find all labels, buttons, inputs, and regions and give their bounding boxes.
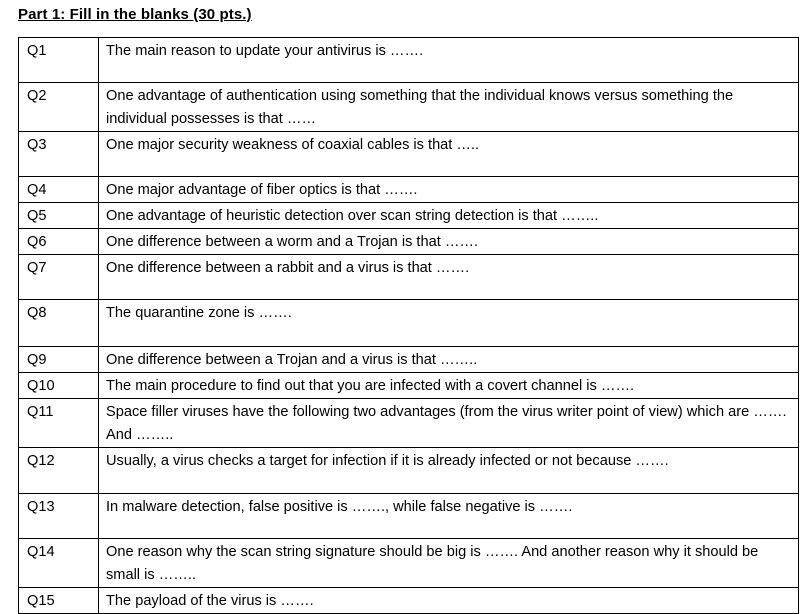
- table-row: [19, 203, 799, 229]
- question-number: Q1: [19, 38, 99, 83]
- question-text: Usually, a virus checks a target for infection if it is already infected or not because …….: [99, 448, 799, 494]
- questions-table: [18, 37, 799, 614]
- table-row: [19, 83, 799, 132]
- question-number: Q6: [19, 229, 99, 255]
- question-text: Space filler viruses have the following two advantages (from the virus writer point of view) which are ……. And ……..: [99, 399, 799, 448]
- table-row: [19, 539, 799, 588]
- question-text: The payload of the virus is …….: [99, 588, 799, 614]
- question-text: The quarantine zone is …….: [99, 300, 799, 347]
- question-text: In malware detection, false positive is ……., while false negative is …….: [99, 494, 799, 539]
- question-number: Q2: [19, 83, 99, 132]
- question-text: One advantage of heuristic detection over scan string detection is that ……..: [99, 203, 799, 229]
- question-number: Q4: [19, 177, 99, 203]
- table-row: [19, 399, 799, 448]
- question-number: Q9: [19, 347, 99, 373]
- table-row: [19, 373, 799, 399]
- question-number: Q13: [19, 494, 99, 539]
- question-number: Q12: [19, 448, 99, 494]
- question-number: Q15: [19, 588, 99, 614]
- table-row: [19, 347, 799, 373]
- question-text: One advantage of authentication using something that the individual knows versus something the individual possesses is that ……: [99, 83, 799, 132]
- question-number: Q11: [19, 399, 99, 448]
- table-row: [19, 38, 799, 83]
- question-text: One difference between a worm and a Trojan is that …….: [99, 229, 799, 255]
- question-text: One difference between a rabbit and a virus is that …….: [99, 255, 799, 300]
- question-number: Q14: [19, 539, 99, 588]
- question-text: The main procedure to find out that you are infected with a covert channel is …….: [99, 373, 799, 399]
- table-row: [19, 229, 799, 255]
- page-title: Part 1: Fill in the blanks (30 pts.): [18, 6, 252, 23]
- question-number: Q3: [19, 132, 99, 177]
- table-row: [19, 494, 799, 539]
- table-row: [19, 300, 799, 347]
- question-number: Q7: [19, 255, 99, 300]
- question-number: Q5: [19, 203, 99, 229]
- table-row: [19, 588, 799, 614]
- table-row: [19, 255, 799, 300]
- table-row: [19, 448, 799, 494]
- table-row: [19, 177, 799, 203]
- question-text: The main reason to update your antivirus is …….: [99, 38, 799, 83]
- question-text: One reason why the scan string signature should be big is ……. And another reason why it should be small is ……..: [99, 539, 799, 588]
- question-text: One major security weakness of coaxial cables is that …..: [99, 132, 799, 177]
- question-number: Q8: [19, 300, 99, 347]
- question-number: Q10: [19, 373, 99, 399]
- table-row: [19, 132, 799, 177]
- question-text: One major advantage of fiber optics is that …….: [99, 177, 799, 203]
- question-text: One difference between a Trojan and a virus is that ……..: [99, 347, 799, 373]
